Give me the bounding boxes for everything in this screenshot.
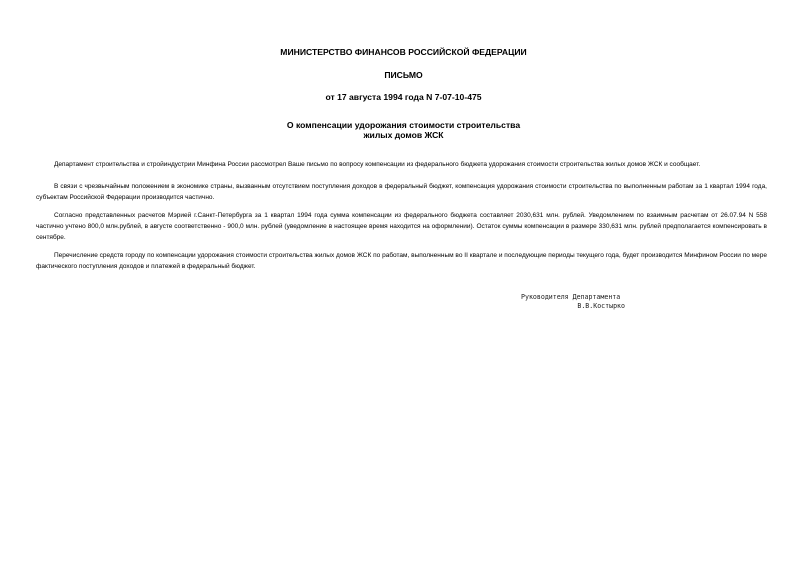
document-subject (0, 120, 807, 140)
document-type: ПИСЬМО (384, 70, 423, 80)
paragraph-3: Согласно представленных расчетов Мэрией г.Санкт-Петербурга за 1 квартал 1994 года сумма компенсации из федерального бюджета составляет 2030,631 млн. рублей. Уведомлением по взаимным расчетам от 26.07.94 N 558 частично учтено 800,0 млн.рублей, в августе соответственно - 900,0 млн. рублей (уведомление в настоящее время находится на оформлении). Остаток суммы компенсации в размере 330,631 млн. рублей предполагается компенсировать в сентябре. (36, 212, 767, 241)
paragraph-2: В связи с чрезвычайным положением в экономике страны, вызванным отсутствием поступления доходов в федеральный бюджет, компенсация удорожания стоимости строительства по выполненным работам за 1 квартал 1994 года, субъектам Российской Федерации производится частично. (36, 183, 767, 201)
document-date-number: от 17 августа 1994 года N 7-07-10-475 (325, 92, 482, 102)
signature-position: Руководителя Департамента (521, 293, 621, 301)
signature-name: В.В.Костырко (577, 302, 625, 310)
subject-line-2: жилых домов ЖСК (363, 130, 444, 140)
subject-line-1: О компенсации удорожания стоимости строительства (286, 120, 521, 130)
paragraph-4: Перечисление средств городу по компенсации удорожания стоимости строительства жилых домов ЖСК по работам, выполненным во II квартале и последующие периоды текущего года, будет производится Минфином России по мере фактического поступления доходов и платежей в федеральный бюджет. (36, 252, 767, 270)
paragraph-1: Департамент строительства и стройиндустрии Минфина России рассмотрел Ваше письмо по вопросу компенсации из федерального бюджета удорожания стоимости строительства жилых домов ЖСК и сообщает. (54, 161, 701, 168)
ministry-title: МИНИСТЕРСТВО ФИНАНСОВ РОССИЙСКОЙ ФЕДЕРАЦИИ (280, 47, 527, 57)
